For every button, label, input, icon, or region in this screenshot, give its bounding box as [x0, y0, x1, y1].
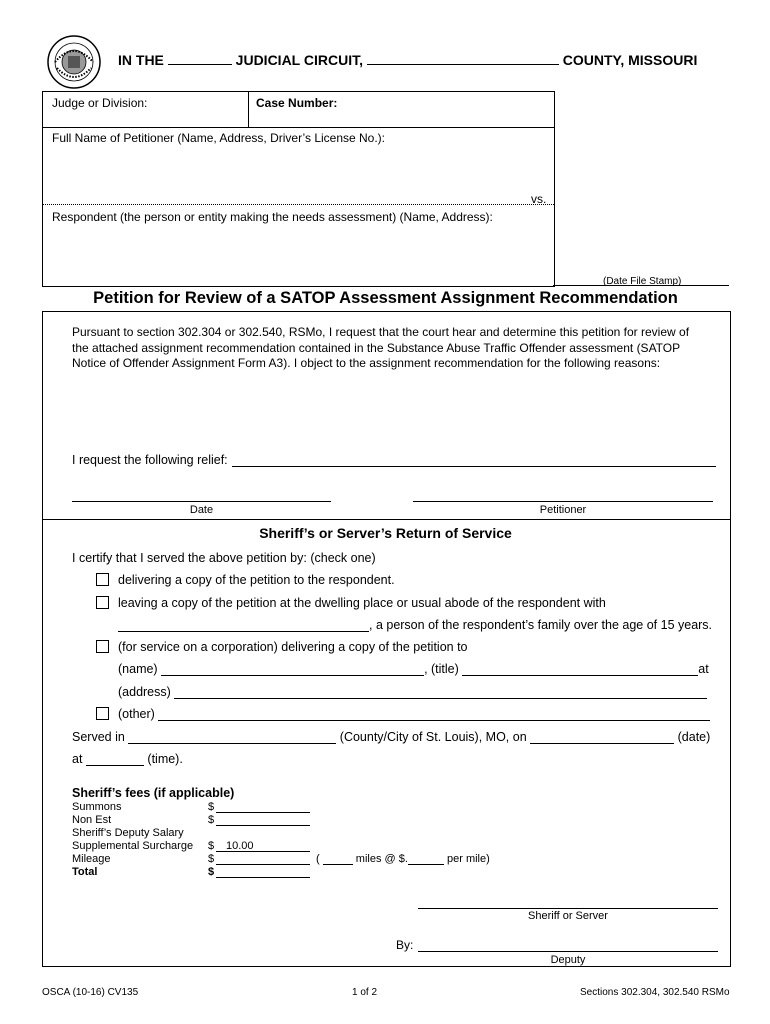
petitioner-label: Petitioner: [539, 504, 587, 516]
court-seal-icon: [46, 34, 102, 90]
summons-fee-field[interactable]: [216, 812, 310, 813]
miles-field[interactable]: [323, 853, 353, 865]
deputy-label: Deputy: [550, 954, 586, 966]
fees-heading: Sheriff’s fees (if applicable): [72, 786, 235, 800]
dollar-sign: $: [208, 866, 215, 878]
other-field[interactable]: [158, 707, 710, 721]
relief-row: I request the following relief:: [72, 453, 228, 467]
option-deliver-label: delivering a copy of the petition to the respondent.: [118, 573, 395, 587]
certify-text: I certify that I served the above petition by: (check one): [72, 551, 376, 565]
time-field[interactable]: [86, 752, 144, 766]
served-date-field[interactable]: [530, 730, 674, 744]
address-field[interactable]: [174, 685, 707, 699]
deputy-signature-line[interactable]: [418, 951, 718, 952]
mileage-fee-field[interactable]: [216, 864, 310, 865]
fee-total-label: Total: [72, 866, 98, 878]
statute-sections: Sections 302.304, 302.540 RSMo: [580, 987, 730, 998]
served-in-row: Served in (County/City of St. Louis), MO, on (date): [72, 730, 711, 744]
petition-box: [42, 311, 731, 967]
fee-deputy-salary-label: Sheriff’s Deputy Salary: [72, 827, 184, 839]
total-fee-field[interactable]: [216, 877, 310, 878]
fee-mileage-label: Mileage: [72, 853, 111, 865]
date-label: Date: [189, 504, 214, 516]
non-est-fee-field[interactable]: [216, 825, 310, 826]
dollar-sign: $: [208, 801, 215, 813]
name-title-row: (name) , (title) at: [118, 662, 709, 676]
mileage-calc: ( miles @ $. per mile): [316, 853, 490, 865]
family-member-field[interactable]: [118, 618, 369, 632]
date-file-stamp-label: (Date File Stamp): [603, 276, 682, 287]
court-header: IN THE JUDICIAL CIRCUIT, COUNTY, MISSOURI: [118, 52, 698, 68]
time-row: at (time).: [72, 752, 183, 766]
dollar-sign: $: [208, 840, 215, 852]
per-mile-rate-field[interactable]: [408, 853, 444, 865]
address-row: (address): [118, 685, 707, 699]
checkbox-corporation[interactable]: [96, 640, 109, 653]
petition-body: Pursuant to section 302.304 or 302.540, RSMo, I request that the court hear and determine this petition for review of the attached assignment recommendation contained in the Substance Abuse Traffic Offender assessment (SATOP Notice of Offender Assignment Form A3). I object to the assignment recommendation for the following reasons:: [72, 325, 690, 370]
date-signature-line[interactable]: [72, 501, 331, 502]
relief-field[interactable]: [232, 466, 716, 467]
fee-surcharge-label: Supplemental Surcharge: [72, 840, 194, 852]
checkbox-other[interactable]: [96, 707, 109, 720]
fee-non-est-label: Non Est: [72, 814, 112, 826]
title-field[interactable]: [462, 662, 698, 676]
dollar-sign: $: [208, 814, 215, 826]
judge-division-label: Judge or Division:: [52, 96, 148, 110]
dollar-sign: $: [208, 853, 215, 865]
other-row: (other): [118, 707, 710, 721]
respondent-label: Respondent (the person or entity making the needs assessment) (Name, Address):: [52, 210, 493, 224]
sheriff-label: Sheriff or Server: [528, 910, 608, 922]
form-id: OSCA (10-16) CV135: [42, 987, 139, 998]
served-in-field[interactable]: [128, 730, 336, 744]
sheriff-signature-line[interactable]: [418, 908, 718, 909]
caption-box: [42, 91, 555, 287]
checkbox-dwelling[interactable]: [96, 596, 109, 609]
checkbox-deliver[interactable]: [96, 573, 109, 586]
option-dwelling-label: leaving a copy of the petition at the dwelling place or usual abode of the respondent with: [118, 596, 606, 610]
page-number: 1 of 2: [352, 987, 378, 998]
page-title: Petition for Review of a SATOP Assessment Assignment Recommendation: [93, 289, 678, 307]
option-corporation-label: (for service on a corporation) delivering a copy of the petition to: [118, 640, 468, 654]
case-number-label: Case Number:: [256, 96, 338, 110]
dwelling-person-row: , a person of the respondent’s family over the age of 15 years.: [118, 618, 712, 632]
name-field[interactable]: [161, 662, 424, 676]
service-heading: Sheriff’s or Server’s Return of Service: [259, 525, 512, 541]
surcharge-value: 10.00: [226, 840, 254, 852]
by-label: By:: [396, 938, 414, 952]
vs-label: vs.: [531, 192, 547, 206]
petitioner-label: Full Name of Petitioner (Name, Address, Driver’s License No.):: [52, 131, 386, 145]
petitioner-signature-line[interactable]: [413, 501, 713, 502]
fee-summons-label: Summons: [72, 801, 122, 813]
surcharge-fee-field[interactable]: [216, 851, 310, 852]
